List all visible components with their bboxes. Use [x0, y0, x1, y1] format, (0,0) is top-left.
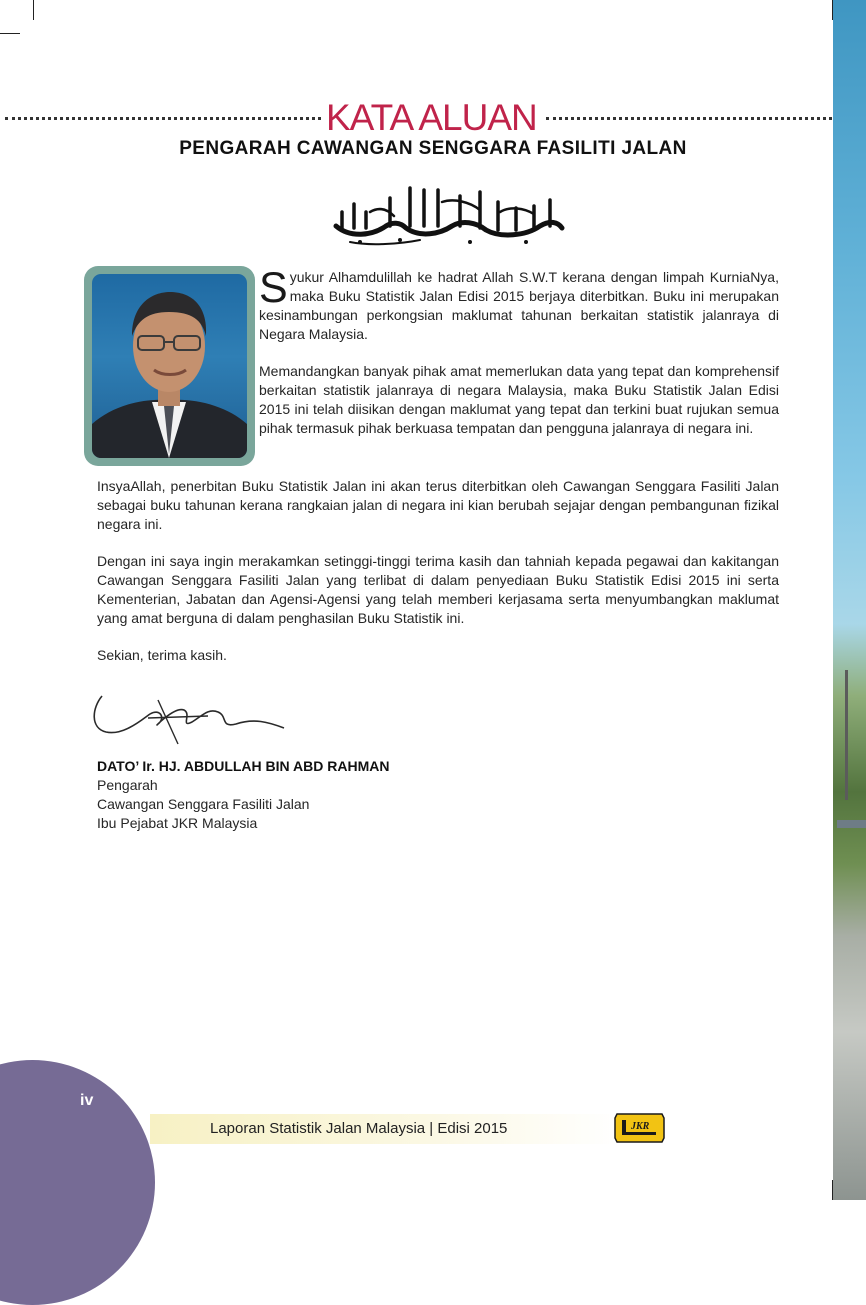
header-dotted-rule-left [5, 117, 321, 120]
signatory-office: Ibu Pejabat JKR Malaysia [97, 815, 258, 831]
basmala-calligraphy-icon [330, 182, 566, 248]
page-corner-decoration [0, 1060, 155, 1305]
signatory-position: Pengarah [97, 777, 158, 793]
jkr-logo-icon [613, 1112, 666, 1144]
footer-title: Laporan Statistik Jalan Malaysia | Edisi 2015 [210, 1120, 508, 1137]
paragraph-publication: InsyaAllah, penerbitan Buku Statistik Jalan ini akan terus diterbitkan oleh Cawangan Senggara Fasiliti Jalan sebagai buku tahunan kerana rangkaian jalan di negara ini kian berubah sejajar dengan pembangunan fizikal negara ini. [97, 478, 779, 532]
lamp-pole [845, 670, 848, 800]
logo-text: JKR [631, 1121, 650, 1132]
signatory-department: Cawangan Senggara Fasiliti Jalan [97, 796, 310, 812]
paragraph-intro-text: yukur Alhamdulillah ke hadrat Allah S.W.T kerana dengan limpah KurniaNya, maka Buku Statistik Jalan Edisi 2015 berjaya diterbitkan. Buku ini merupakan kesinambungan perkongsian maklumat tahunan berkaitan statistik jalanraya di Negara Malaysia. [259, 269, 779, 342]
portrait-illustration [92, 274, 247, 458]
crop-mark [33, 0, 34, 20]
page-title: KATA ALUAN [326, 97, 537, 138]
page-subtitle: PENGARAH CAWANGAN SENGGARA FASILITI JALAN [179, 138, 687, 159]
signature-image [88, 688, 288, 748]
drop-cap: S [259, 264, 288, 312]
signatory-name: DATO’ Ir. HJ. ABDULLAH BIN ABD RAHMAN [97, 758, 390, 774]
crop-mark [0, 33, 20, 34]
paragraph-data-need: Memandangkan banyak pihak amat memerlukan data yang tepat dan komprehensif berkaitan statistik jalanraya di negara Malaysia, maka Buku Statistik Jalan Edisi 2015 ini telah diisikan dengan maklumat yang tepat dan terkini buat rujukan semua pihak termasuk pihak berkuasa tempatan dan pengguna jalanraya di negara ini. [259, 363, 779, 436]
right-decorative-strip [833, 0, 866, 1200]
portrait-photo [92, 274, 247, 458]
bus-shelter [837, 820, 866, 828]
header-dotted-rule-right [546, 117, 832, 120]
page-number: iv [80, 1092, 94, 1109]
closing-remark: Sekian, terima kasih. [97, 647, 227, 663]
paragraph-thanks: Dengan ini saya ingin merakamkan setinggi-tinggi terima kasih dan tahniah kepada pegawai dan kakitangan Cawangan Senggara Fasiliti Jalan yang terlibat di dalam penyediaan Buku Statistik Edisi 2015 ini serta Kementerian, Jabatan dan Agensi-Agensi yang telah memberi kerjasama serta menyumbangkan maklumat yang amat berguna di dalam penghasilan Buku Statistik ini. [97, 553, 779, 626]
paragraph-intro [259, 264, 779, 344]
portrait-frame [84, 266, 255, 466]
